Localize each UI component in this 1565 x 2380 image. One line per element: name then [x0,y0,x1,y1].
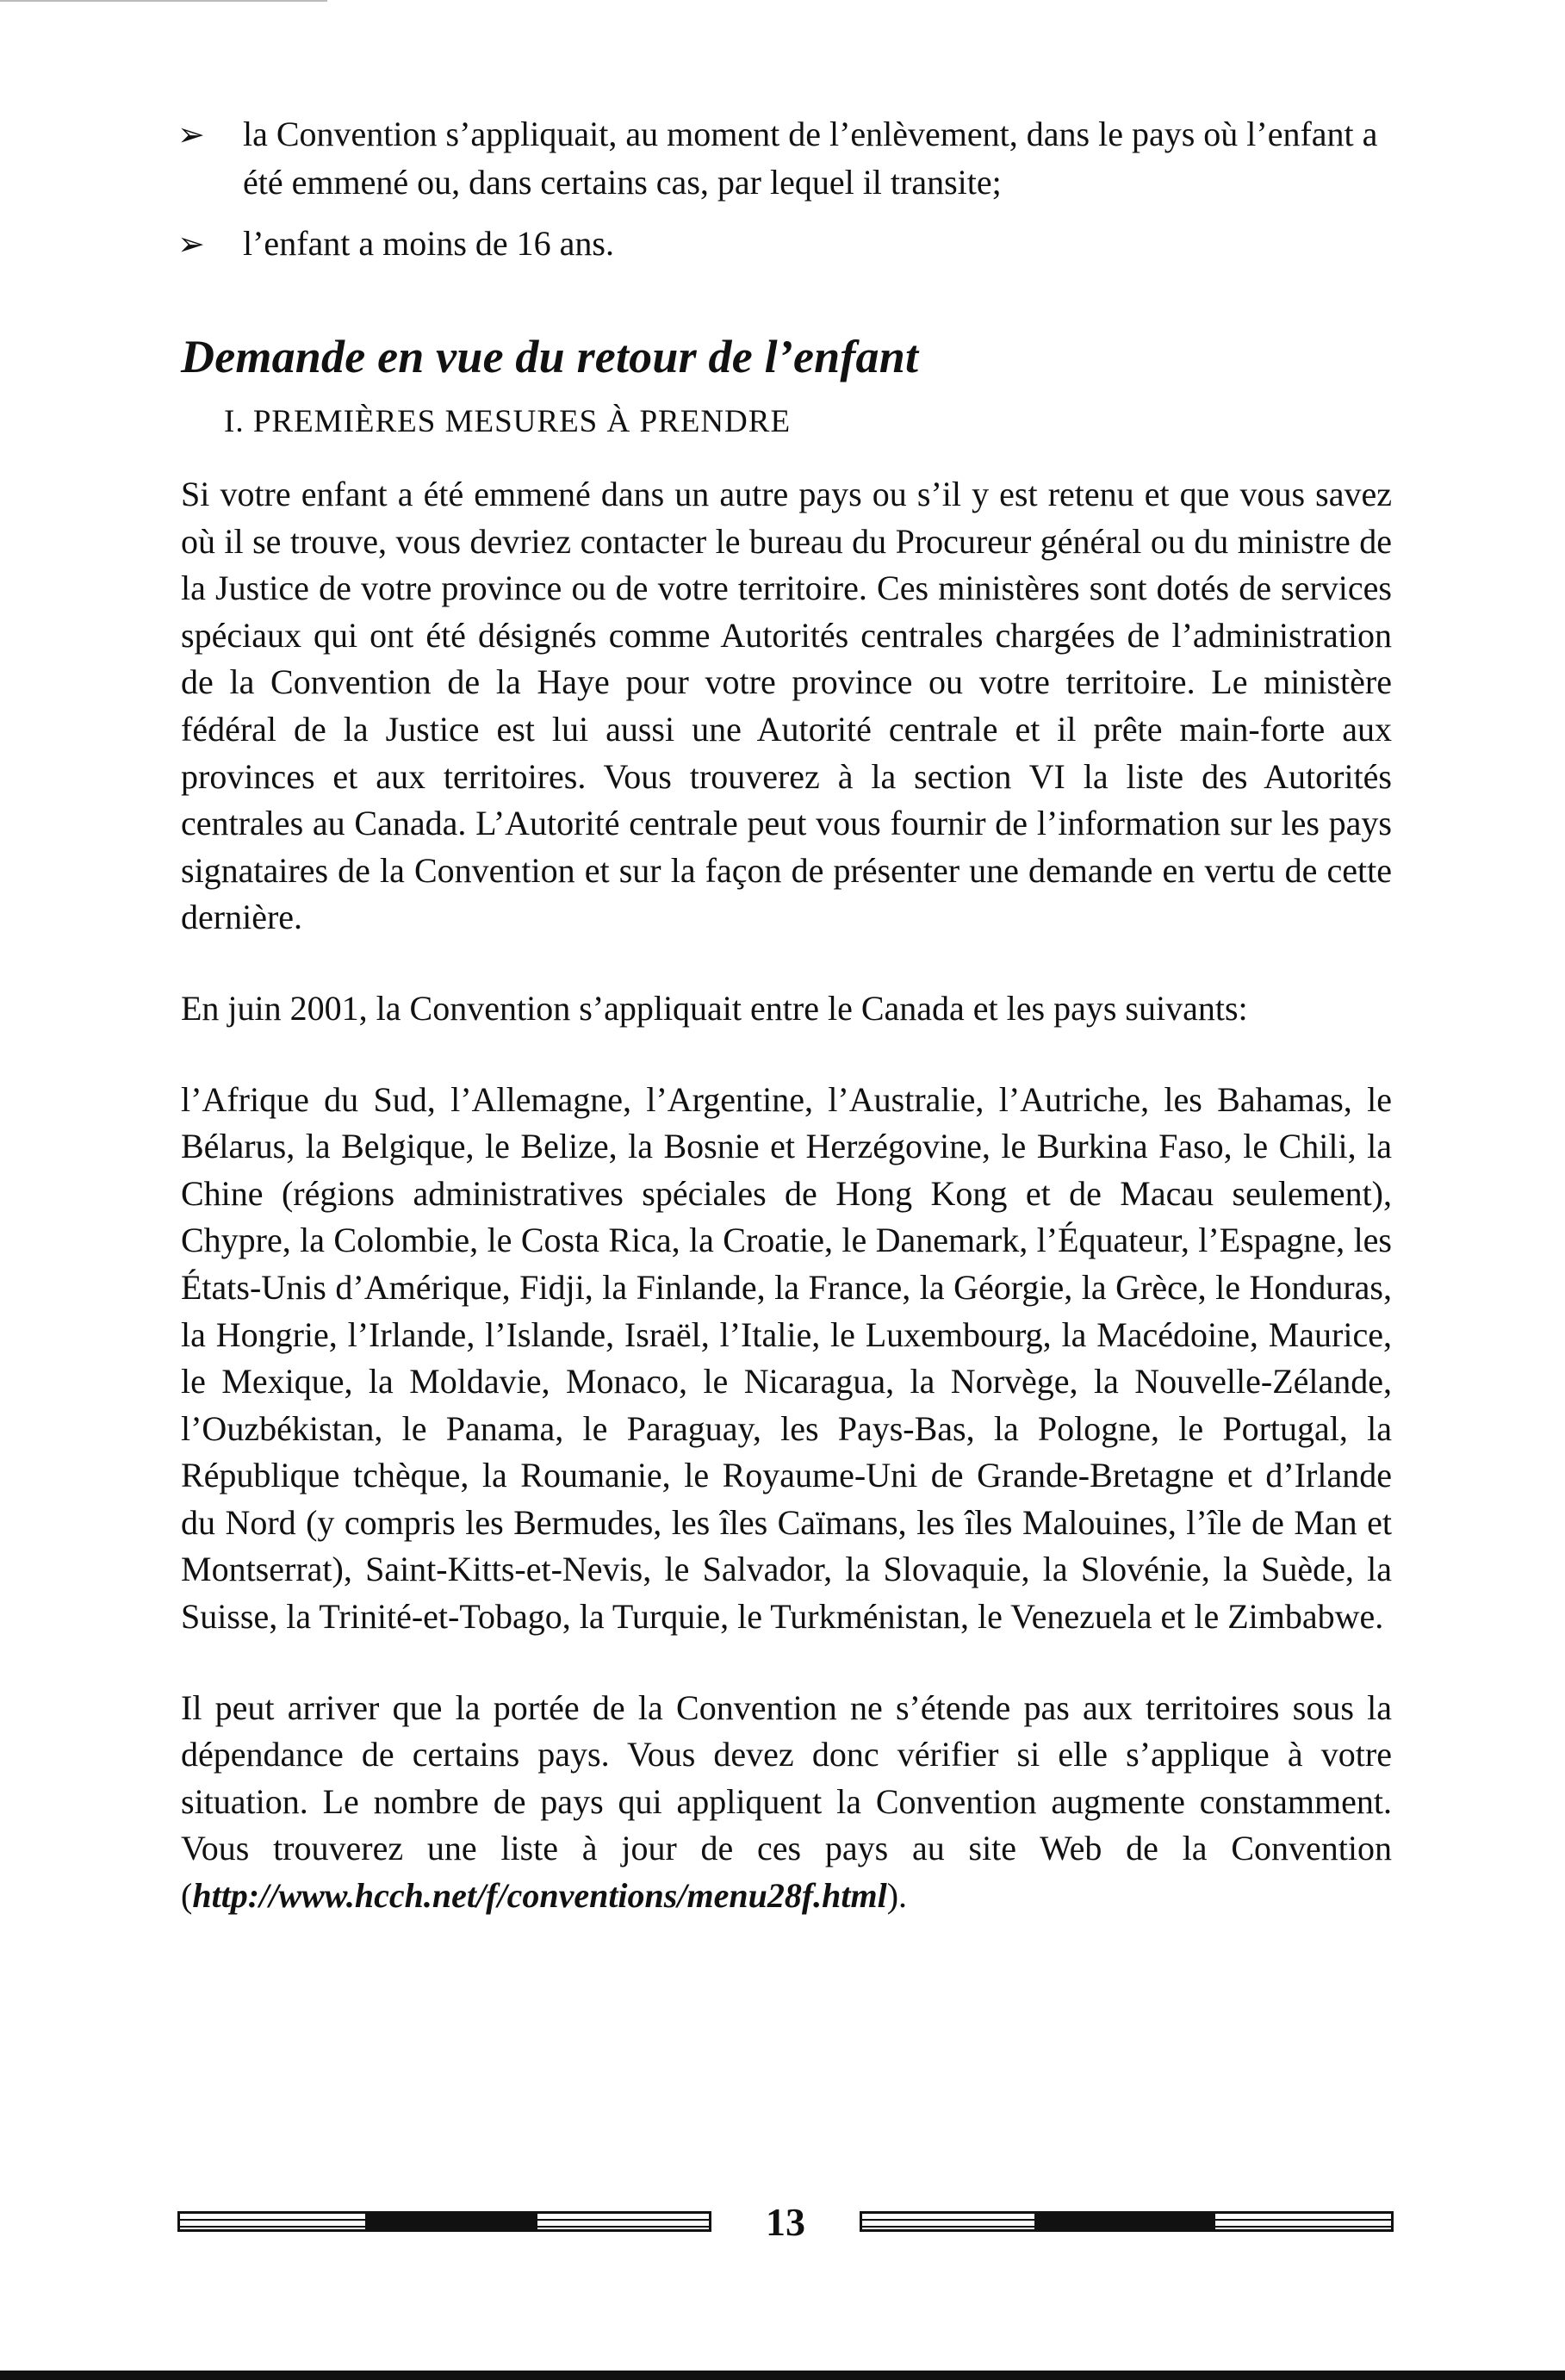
bullet-text: la Convention s’appliquait, au moment de l’enlèvement, dans le pays où l’enfant a été emmené ou, dans certains cas, par lequel il transite; [243,115,1378,202]
paragraph-first-steps: Si votre enfant a été emmené dans un autre pays ou s’il y est retenu et que vous savez où il se trouve, vous devriez contacter le bureau du Procureur général ou du ministre de la Justice de votre province ou de votre territoire. Ces ministères sont dotés de services spéciaux qui ont été désignés comme Autorités centrales chargées de l’administration de la Convention de la Haye pour votre province ou votre territoire. Le ministère fédéral de la Justice est lui aussi une Autorité centrale et il prête main-forte aux provinces et aux territoires. Vous trouverez à la section VI la liste des Autorités centrales au Canada. L’Autorité centrale peut vous fournir de l’information sur les pays signataires de la Convention et sur la façon de présenter une demande en vertu de cette dernière. [181,475,1392,937]
page-footer [177,2201,1394,2244]
paragraph-june-2001: En juin 2001, la Convention s’appliquait entre le Canada et les pays suivants: [181,988,1248,1028]
convention-url-link[interactable]: http://www.hcch.net/f/conventions/menu28f.html [192,1876,887,1916]
section-title: Demande en vue du retour de l’enfant [181,331,919,382]
scope-end: ). [886,1876,908,1916]
page-number: 13 [766,2200,805,2244]
page-content [177,110,1392,1964]
scan-edge-bottom [0,2371,1565,2380]
bullet-text: l’enfant a moins de 16 ans. [243,224,614,263]
scan-edge-top [0,0,327,2]
arrowhead-bullet-icon: ➢ [177,225,205,263]
paragraph-country-list: l’Afrique du Sud, l’Allemagne, l’Argentine, l’Australie, l’Autriche, les Bahamas, le Bélarus, la Belgique, le Belize, la Bosnie et Herzégovine, le Burkina Faso, le Chili, la Chine (régions administratives spéciales de Hong Kong et de Macau seulement), Chypre, la Colombie, le Costa Rica, la Croatie, le Danemark, l’Équateur, l’Espagne, les États-Unis d’Amérique, Fidji, la Finlande, la France, la Géorgie, la Grèce, le Honduras, la Hongrie, l’Irlande, l’Islande, Israël, l’Italie, le Luxembourg, la Macédoine, Maurice, le Mexique, la Moldavie, Monaco, le Nicaragua, la Norvège, la Nouvelle-Zélande, l’Ouzbékistan, le Panama, le Paraguay, les Pays-Bas, la Pologne, le Portugal, la République tchèque, la Roumanie, le Royaume-Uni de Grande-Bretagne et d’Irlande du Nord (y compris les Bermudes, les îles Caïmans, les îles Malouines, l’île de Man et Montserrat), Saint-Kitts-et-Nevis, le Salvador, la Slovaquie, la Slovénie, la Suède, la Suisse, la Trinité-et-Tobago, la Turquie, le Turkménistan, le Venezuela et le Zimbabwe. [181,1079,1392,1637]
bullet-item [177,110,1392,207]
scope-text: Il peut arriver que la portée de la Convention ne s’étende pas aux territoires sous la dépendance de certains pays. Vous devez donc vérifier si elle s’applique à votre situation. Le nombre de pays qui appliquent la Convention augmente constamment. Vous trouverez une liste à jour de ces pays au site Web de la Convention ( [181,1687,1392,1916]
bullet-item [177,220,1392,268]
footer-rule-left [177,2211,711,2232]
paragraph-scope [181,1685,1392,1920]
footer-rule-right [860,2211,1394,2232]
subheading: I. PREMIÈRES MESURES À PRENDRE [224,404,792,439]
arrowhead-bullet-icon: ➢ [177,115,205,153]
